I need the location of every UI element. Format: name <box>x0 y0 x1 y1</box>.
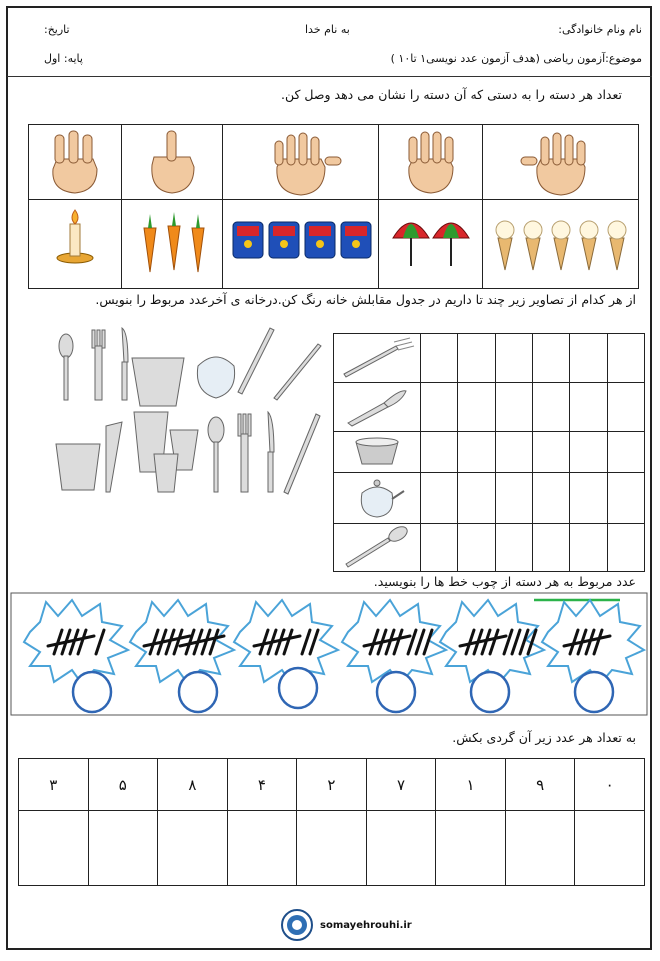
count-cell[interactable] <box>570 524 607 572</box>
count-answer-cell[interactable] <box>607 432 644 473</box>
count-cell[interactable] <box>495 473 532 524</box>
count-cell[interactable] <box>495 383 532 432</box>
q2-counting-table <box>333 333 645 572</box>
count-answer-cell[interactable] <box>607 473 644 524</box>
drawing-cell[interactable] <box>227 811 297 886</box>
count-cell[interactable] <box>421 383 458 432</box>
number-cell: ۷ <box>366 759 436 811</box>
backpack-group <box>223 200 379 289</box>
hand-five-fingers-2 <box>483 125 639 200</box>
number-cell: ۲ <box>297 759 367 811</box>
count-cell[interactable] <box>458 334 495 383</box>
count-cell[interactable] <box>495 524 532 572</box>
q2-instruction: از هر کدام از تصاویر زیر چند تا داریم در جدول مقابلش خانه رنگ کن.درخانه ی آخرعدد مربوط را بنویس. <box>95 292 636 307</box>
hand-one-finger <box>122 125 223 200</box>
drawing-cell[interactable] <box>19 811 89 886</box>
count-cell[interactable] <box>421 524 458 572</box>
answer-circle[interactable] <box>377 672 415 712</box>
count-cell[interactable] <box>458 383 495 432</box>
page-title: به نام خدا <box>305 23 350 36</box>
q4-instruction: به تعداد هر عدد زیر آن گردی بکش. <box>452 730 636 745</box>
count-answer-cell[interactable] <box>607 524 644 572</box>
answer-circle[interactable] <box>575 672 613 712</box>
count-cell[interactable] <box>421 432 458 473</box>
hand-four-fingers <box>379 125 483 200</box>
date-label: تاریخ: <box>44 23 70 36</box>
row-teapot-icon <box>334 473 421 524</box>
count-cell[interactable] <box>421 473 458 524</box>
ice-cream-group <box>483 200 639 289</box>
name-label: نام ونام خانوادگی: <box>558 23 642 36</box>
row-fork-icon <box>334 334 421 383</box>
drawing-cell[interactable] <box>575 811 645 886</box>
row-knife-icon <box>334 383 421 432</box>
count-answer-cell[interactable] <box>607 383 644 432</box>
count-cell[interactable] <box>570 383 607 432</box>
count-cell[interactable] <box>532 473 569 524</box>
drawing-cell[interactable] <box>158 811 228 886</box>
count-cell[interactable] <box>570 432 607 473</box>
count-cell[interactable] <box>458 432 495 473</box>
row-bowl-icon <box>334 432 421 473</box>
candle-group <box>29 200 122 289</box>
drawing-cell[interactable] <box>436 811 506 886</box>
count-cell[interactable] <box>532 524 569 572</box>
number-cell: ۱ <box>436 759 506 811</box>
grade-label: پایه: اول <box>44 52 83 65</box>
count-cell[interactable] <box>570 334 607 383</box>
number-cell: ۳ <box>19 759 89 811</box>
row-spoon-icon <box>334 524 421 572</box>
answer-circle[interactable] <box>471 672 509 712</box>
count-answer-cell[interactable] <box>607 334 644 383</box>
drawing-cell[interactable] <box>366 811 436 886</box>
count-cell[interactable] <box>495 334 532 383</box>
drawing-cell[interactable] <box>297 811 367 886</box>
hand-three-fingers <box>29 125 122 200</box>
q1-matching-table <box>28 124 639 289</box>
number-cell: ۵ <box>88 759 158 811</box>
count-cell[interactable] <box>458 524 495 572</box>
count-cell[interactable] <box>532 383 569 432</box>
hand-five-fingers <box>223 125 379 200</box>
count-cell[interactable] <box>421 334 458 383</box>
count-cell[interactable] <box>532 432 569 473</box>
answer-circle[interactable] <box>279 668 317 708</box>
drawing-cell[interactable] <box>505 811 575 886</box>
q1-instruction: تعداد هر دسته را به دستی که آن دسته را نشان می دهد وصل کن. <box>281 87 622 102</box>
count-cell[interactable] <box>570 473 607 524</box>
header-divider <box>7 76 652 77</box>
q4-number-table <box>18 758 645 886</box>
answer-circle[interactable] <box>73 672 111 712</box>
answer-circle[interactable] <box>179 672 217 712</box>
count-cell[interactable] <box>495 432 532 473</box>
carrot-group <box>122 200 223 289</box>
q3-instruction: عدد مربوط به هر دسته از چوب خط ها را بنویسید. <box>373 574 636 589</box>
number-cell: ۹ <box>505 759 575 811</box>
drawing-cell[interactable] <box>88 811 158 886</box>
count-cell[interactable] <box>458 473 495 524</box>
number-cell: ۴ <box>227 759 297 811</box>
website-link[interactable]: somayehrouhi.ir <box>320 920 412 931</box>
count-cell[interactable] <box>532 334 569 383</box>
umbrella-group <box>379 200 483 289</box>
number-cell: ۰ <box>575 759 645 811</box>
number-cell: ۸ <box>158 759 228 811</box>
subject-label: موضوع:آزمون ریاضی (هدف آزمون عدد نویسی۱ تا۱۰ ) <box>390 52 642 65</box>
utensils-picture <box>48 322 332 500</box>
tally-bursts-panel <box>10 592 648 716</box>
site-logo <box>280 908 314 942</box>
